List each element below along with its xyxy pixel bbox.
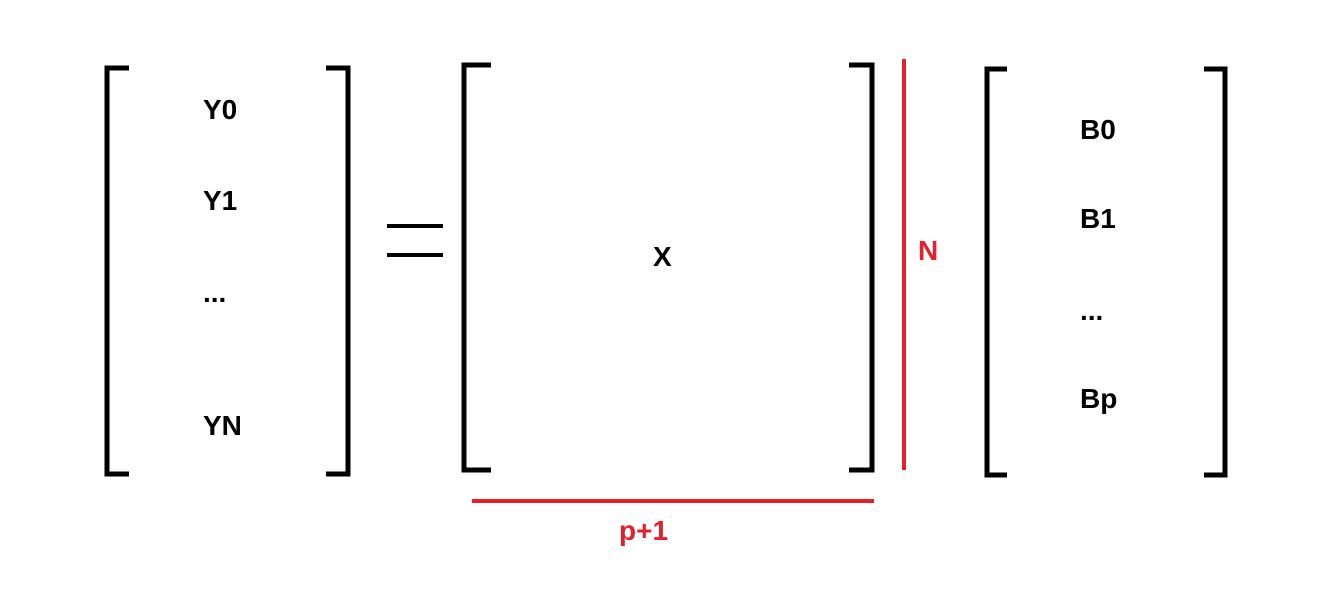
y-entry-n: YN (203, 410, 242, 441)
b-entry-0: B0 (1080, 114, 1116, 145)
b-vector-left-bracket (987, 69, 1007, 475)
cols-dimension-label: p+1 (619, 515, 669, 546)
x-matrix-label: X (653, 241, 672, 272)
y-entry-0: Y0 (203, 94, 238, 125)
y-vector-left-bracket (107, 68, 129, 474)
y-entry-1: Y1 (203, 185, 238, 216)
y-vector-right-bracket (326, 68, 348, 474)
x-matrix-left-bracket (464, 65, 491, 470)
b-entry-ellipsis: ... (1080, 295, 1104, 326)
y-entry-ellipsis: ... (203, 277, 227, 308)
b-vector-right-bracket (1204, 69, 1225, 475)
rows-dimension-label: N (918, 235, 939, 266)
b-entry-1: B1 (1080, 203, 1116, 234)
x-matrix-right-bracket (849, 65, 872, 470)
b-entry-p: Bp (1080, 383, 1118, 414)
